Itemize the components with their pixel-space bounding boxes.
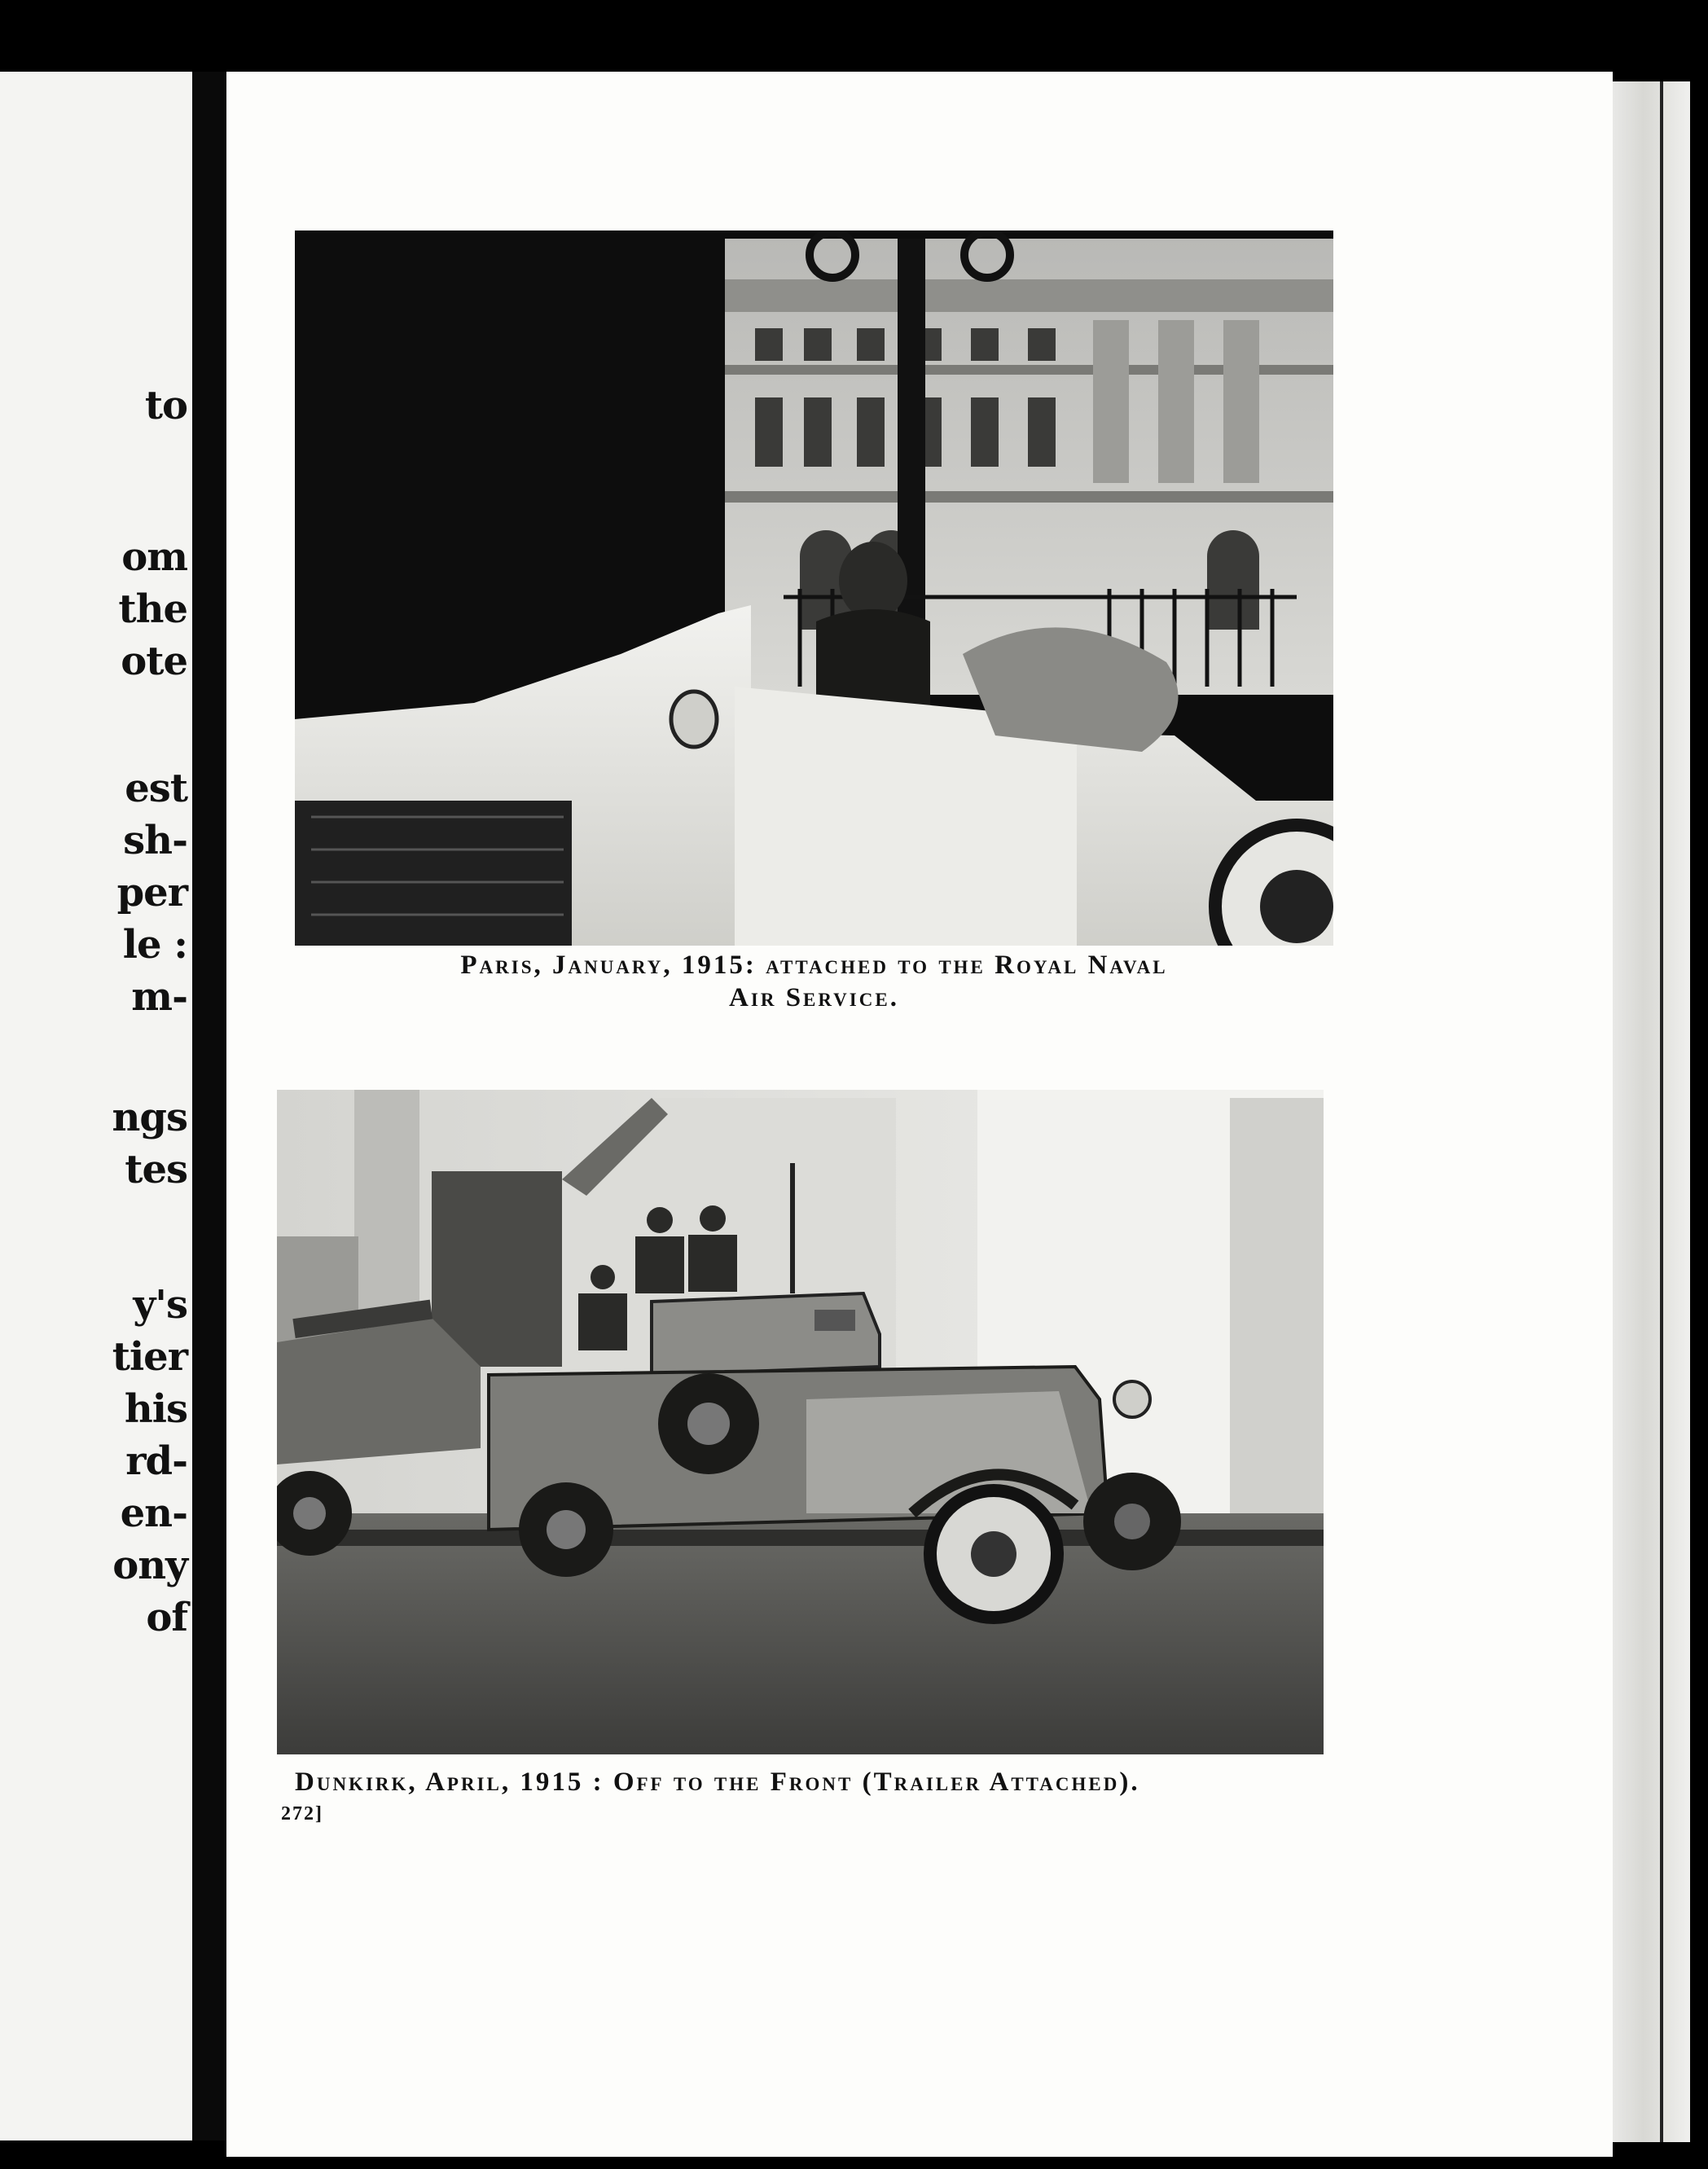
text-fragment: rd- (125, 1438, 187, 1484)
photo-dunkirk-illustration (277, 1090, 1324, 1754)
text-fragment: ngs (112, 1095, 187, 1140)
text-fragment: the (118, 586, 187, 632)
text-fragment: sh- (123, 818, 187, 863)
text-fragment: le : (122, 922, 187, 968)
figure-caption-paris (295, 949, 1333, 1014)
text-fragment: tes (125, 1147, 187, 1192)
text-fragment: of (146, 1595, 187, 1640)
page-number: 272] (281, 1803, 323, 1824)
text-fragment: per (116, 870, 187, 915)
facing-page-fragment (0, 72, 192, 2140)
text-fragment: his (124, 1386, 187, 1432)
page-edge-shadow (1660, 81, 1663, 2142)
figure-caption-dunkirk: Dunkirk, April, 1915 : Off to the Front (Trailer Attached). (295, 1767, 1140, 1797)
text-fragment: ote (121, 639, 187, 684)
text-fragment: om (121, 534, 187, 580)
photo-dunkirk-armoured-car (277, 1090, 1324, 1754)
text-fragment: est (125, 766, 187, 811)
photo-paris-illustration (295, 231, 1333, 946)
text-fragment: tier (112, 1334, 187, 1380)
page-edge (1613, 81, 1690, 2142)
caption-line: Air Service. (729, 983, 899, 1012)
text-fragment: to (144, 383, 187, 428)
photo-paris-car (295, 231, 1333, 946)
text-fragment: m- (131, 974, 187, 1020)
book-gutter (192, 72, 226, 2140)
text-fragment: ony (112, 1543, 187, 1588)
text-fragment: en- (120, 1491, 187, 1536)
caption-line: Paris, January, 1915: attached to the Royal Naval (460, 951, 1168, 980)
text-fragment: y's (133, 1282, 187, 1328)
